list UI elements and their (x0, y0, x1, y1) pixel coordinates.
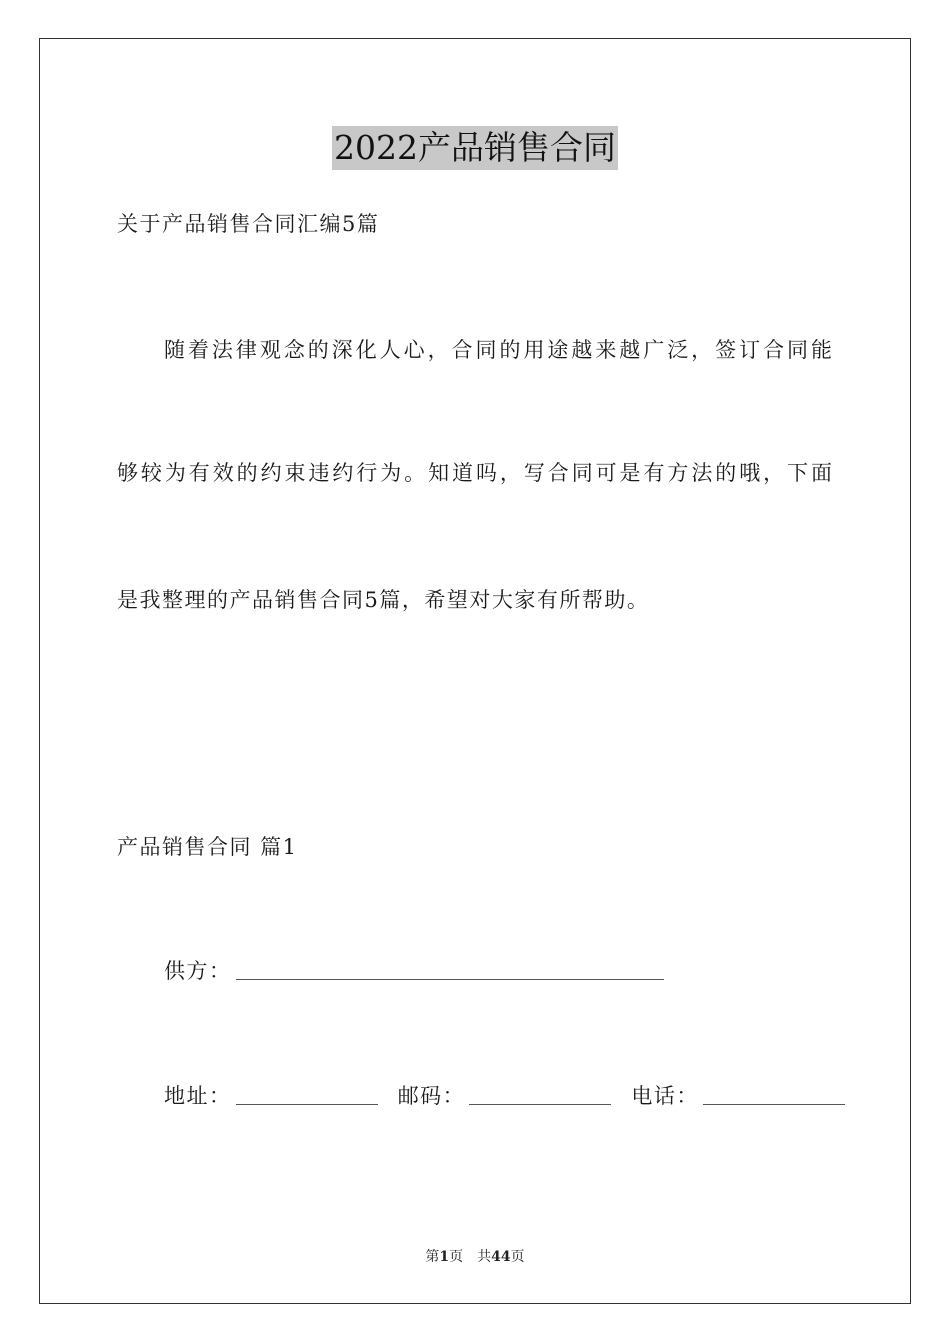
postcode-blank[interactable] (469, 1084, 611, 1105)
section-heading: 产品销售合同 篇1 (117, 835, 298, 859)
postcode-label: 邮码： (397, 1084, 466, 1108)
document-title: 2022产品销售合同 (332, 126, 618, 170)
phone-label: 电话： (631, 1084, 699, 1108)
supplier-row (164, 957, 664, 985)
title-container (0, 126, 950, 170)
supplier-label: 供方： (164, 959, 232, 983)
intro-line-3: 是我整理的产品销售合同5篇，希望对大家有所帮助。 (117, 588, 650, 612)
footer-total-pages: 44 (491, 1249, 511, 1265)
footer-page-number: 1 (439, 1249, 450, 1265)
footer-page-suffix: 页 (510, 1249, 525, 1265)
document-subtitle: 关于产品销售合同汇编5篇 (117, 212, 380, 236)
supplier-blank[interactable] (236, 959, 664, 980)
phone-blank[interactable] (703, 1084, 845, 1105)
address-blank[interactable] (236, 1084, 378, 1105)
intro-line-2: 够较为有效的约束违约行为。知道吗，写合同可是有方法的哦，下面 (117, 461, 832, 485)
footer-page-mid: 页 共 (449, 1249, 492, 1265)
address-label: 地址： (164, 1084, 232, 1108)
page-footer (0, 1248, 950, 1266)
contact-row (164, 1082, 845, 1110)
intro-line-1: 随着法律观念的深化人心，合同的用途越来越广泛，签订合同能 (164, 338, 832, 362)
footer-page-prefix: 第 (425, 1249, 440, 1265)
